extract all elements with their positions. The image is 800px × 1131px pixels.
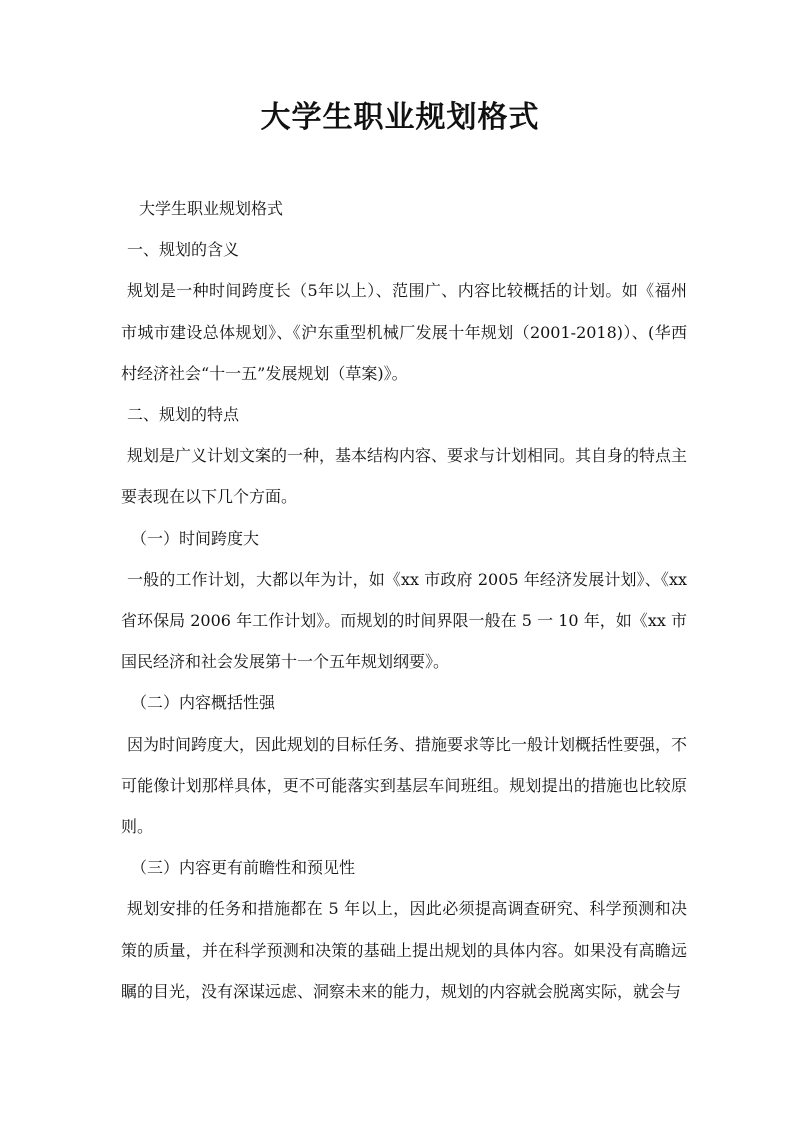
point-body-generality: 因为时间跨度大，因此规划的目标任务、措施要求等比一般计划概括性要强，不可能像计划那样具体，更不可能落实到基层车间班组。规划提出的措施也比较原则。: [121, 734, 688, 837]
point-heading-time-span: （一）时间跨度大: [131, 528, 260, 548]
document-body: [121, 188, 687, 1012]
document-subtitle: 大学生职业规划格式: [139, 199, 284, 218]
section-heading-meaning: 一、规划的含义: [127, 240, 240, 260]
section-body-meaning: 规划是一种时间跨度长（5年以上）、范围广、内容比较概括的计划。如《福州市城市建设总体规划》、《沪东重型机械厂发展十年规划（2001-2018)）、(华西村经济社会“十一五”发展规划（草案)》。: [121, 281, 687, 383]
page-title: 大学生职业规划格式: [260, 100, 540, 135]
section-heading-features: 二、规划的特点: [127, 405, 240, 425]
point-heading-generality: （二）内容概括性强: [131, 693, 276, 713]
point-body-time-span: 一般的工作计划，大都以年为计，如《xx 市政府 2005 年经济发展计划》、《xx 省环保局 2006 年工作计划》。而规划的时间界限一般在 5 一 10 年，如《xx 市国民经济和社会发展第十一个五年规划纲要》。: [121, 569, 687, 672]
point-heading-foresight: （三）内容更有前瞻性和预见性: [131, 858, 356, 878]
point-body-foresight: 规划安排的任务和措施都在 5 年以上，因此必须提高调查研究、科学预测和决策的质量，并在科学预测和决策的基础上提出规划的具体内容。如果没有高瞻远瞩的目光，没有深谋远虑、洞察未来的能力，规划的内容就会脱离实际，就会与: [121, 899, 687, 1001]
section-body-features: 规划是广义计划文案的一种，基本结构内容、要求与计划相同。其自身的特点主要表现在以下几个方面。: [121, 446, 688, 507]
